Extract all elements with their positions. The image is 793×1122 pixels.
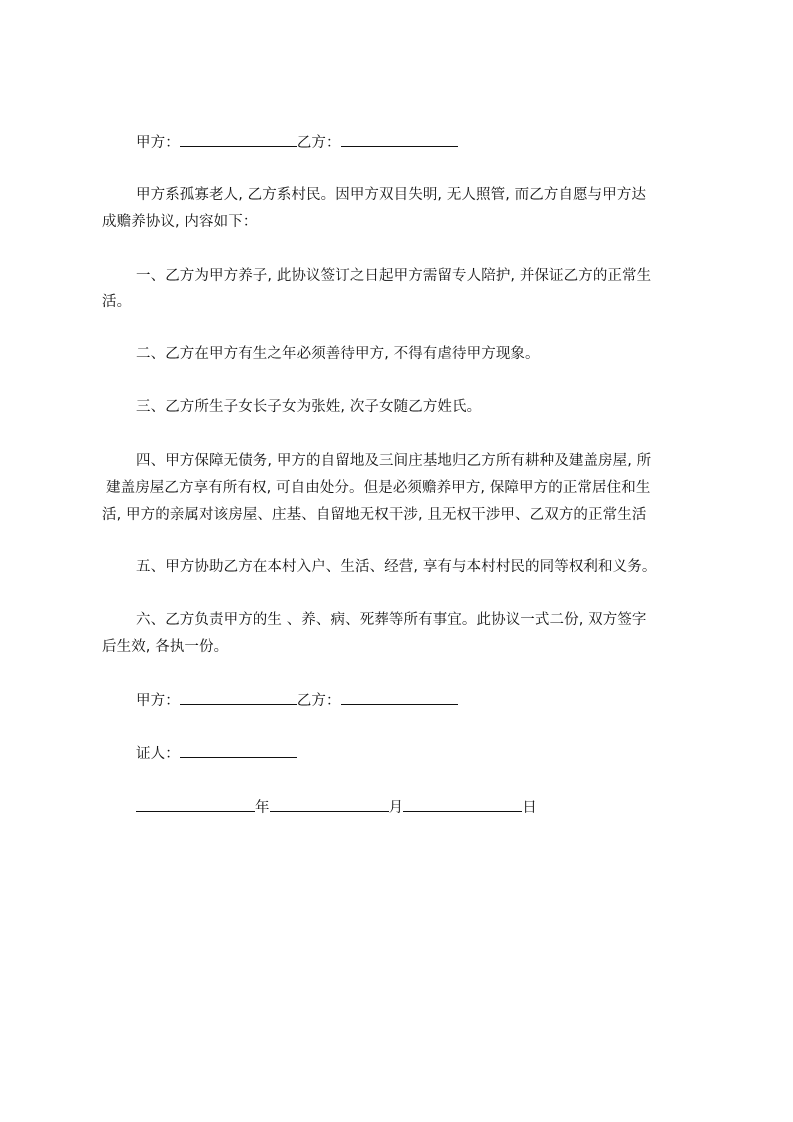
date-day-label: 日 xyxy=(522,800,537,816)
clause-6-line-2: 后生效, 各执一份。 xyxy=(102,639,229,655)
clause-4-line-3: 活, 甲方的亲属对该房屋、庄基、自留地无权干涉, 且无权干涉甲、乙双方的正常生活 xyxy=(102,507,647,523)
date-year-blank[interactable] xyxy=(136,797,255,812)
clause-1-line-1: 一、乙方为甲方养子, 此协议签订之日起甲方需留专人陪护, 并保证乙方的正常生 xyxy=(136,268,652,284)
date-year-label: 年 xyxy=(255,800,270,816)
date-month-blank[interactable] xyxy=(270,797,389,812)
intro-line-2: 成赡养协议, 内容如下： xyxy=(102,214,258,230)
header-party-b-label: 乙方： xyxy=(296,135,341,151)
header-signature-row xyxy=(136,132,458,153)
sign-party-a-blank[interactable] xyxy=(180,690,297,705)
clause-3: 三、乙方所生子女长子女为张姓, 次子女随乙方姓氏。 xyxy=(136,399,482,415)
witness-blank[interactable] xyxy=(180,743,297,758)
clause-5: 五、甲方协助乙方在本村入户、生活、经营, 享有与本村村民的同等权利和义务。 xyxy=(136,559,657,575)
sign-party-a-label: 甲方： xyxy=(136,693,180,709)
witness-label: 证人： xyxy=(136,746,180,762)
clause-2: 二、乙方在甲方有生之年必须善待甲方, 不得有虐待甲方现象。 xyxy=(136,346,540,362)
clause-1-line-2: 活。 xyxy=(102,294,132,310)
witness-row xyxy=(136,743,297,764)
sign-party-b-label: 乙方： xyxy=(296,693,341,709)
header-party-b-blank[interactable] xyxy=(341,132,458,147)
clause-4-line-2: 建盖房屋乙方享有所有权, 可自由处分。但是必须赡养甲方, 保障甲方的正常居住和生 xyxy=(106,480,651,496)
date-month-label: 月 xyxy=(388,800,404,816)
clause-6-line-1: 六、乙方负责甲方的生 、养、病、死葬等所有事宜。此协议一式二份, 双方签字 xyxy=(136,612,647,628)
header-party-a-label: 甲方： xyxy=(136,135,180,151)
date-day-blank[interactable] xyxy=(403,797,522,812)
footer-signature-row xyxy=(136,690,458,711)
sign-party-b-blank[interactable] xyxy=(341,690,458,705)
clause-4-line-1: 四、甲方保障无债务, 甲方的自留地及三间庄基地归乙方所有耕种及建盖房屋, 所 xyxy=(136,453,652,469)
date-row xyxy=(136,797,537,818)
header-party-a-blank[interactable] xyxy=(180,132,297,147)
intro-line-1: 甲方系孤寡老人, 乙方系村民。因甲方双目失明, 无人照管, 而乙方自愿与甲方达 xyxy=(136,187,647,203)
